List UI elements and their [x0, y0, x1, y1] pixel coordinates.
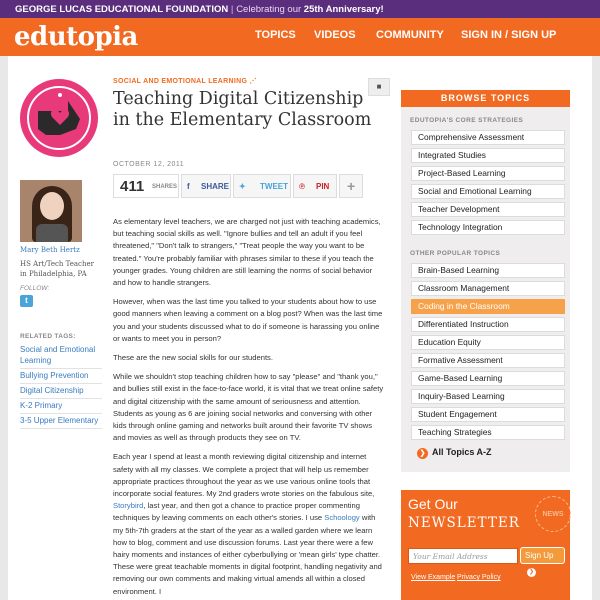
- news-stamp-icon: NEWS: [535, 496, 571, 532]
- foundation-bar: GEORGE LUCAS EDUCATIONAL FOUNDATION | Celebrating our 25th Anniversary!: [0, 0, 600, 18]
- browse-topics-panel: [401, 90, 570, 472]
- bookmark-icon[interactable]: ■: [368, 78, 390, 96]
- edutopia-logo[interactable]: edutopia: [14, 22, 138, 52]
- more-share-button[interactable]: +: [339, 174, 363, 198]
- facebook-share-button[interactable]: f SHARE: [181, 174, 231, 198]
- follow-label: FOLLOW:: [20, 285, 50, 292]
- tag-link[interactable]: Social and Emotional Learning: [20, 344, 102, 369]
- rss-icon[interactable]: ⋰: [249, 78, 257, 85]
- topic-link[interactable]: Teaching Strategies: [411, 425, 565, 440]
- foundation-name: GEORGE LUCAS EDUCATIONAL FOUNDATION: [15, 4, 229, 15]
- tweet-button[interactable]: ✦ TWEET: [233, 174, 291, 198]
- newsletter-get: Get Our: [408, 496, 458, 512]
- tag-link[interactable]: Digital Citizenship: [20, 385, 102, 399]
- arrow-right-icon: ❯: [417, 448, 428, 459]
- share-count: 411 SHARES: [113, 174, 179, 198]
- topic-link[interactable]: Education Equity: [411, 335, 565, 350]
- schoology-link[interactable]: Schoology: [324, 513, 360, 523]
- arrow-right-icon: ❯: [528, 569, 535, 575]
- paragraph: These are the new social skills for our students.: [113, 353, 273, 363]
- related-tags-heading: RELATED TAGS:: [20, 333, 76, 340]
- topic-link[interactable]: Teacher Development: [411, 202, 565, 217]
- topic-link[interactable]: Student Engagement: [411, 407, 565, 422]
- article-date: OCTOBER 12, 2011: [113, 161, 185, 168]
- article-title: Teaching Digital Citizenship in the Elementary Classroom: [113, 89, 372, 130]
- site-header: [0, 18, 600, 56]
- nav-videos[interactable]: VIDEOS: [314, 29, 356, 41]
- all-topics-link[interactable]: ❯ All Topics A-Z: [417, 447, 492, 459]
- paragraph: However, when was the last time you talked to your students about how to use good manners when leaving a comment on a blog post? When was the last time you and your students discussed what to do if someone is harassing you online or wants to meet you in person?: [113, 297, 383, 343]
- view-example-link[interactable]: View Example: [411, 574, 456, 581]
- tag-link[interactable]: Bullying Prevention: [20, 370, 102, 384]
- topic-link[interactable]: Social and Emotional Learning: [411, 184, 565, 199]
- storybird-link[interactable]: Storybird: [113, 501, 144, 511]
- core-strategies-heading: EDUTOPIA'S CORE STRATEGIES: [410, 117, 524, 124]
- nav-topics[interactable]: TOPICS: [255, 29, 296, 41]
- privacy-policy-link[interactable]: Privacy Policy: [457, 574, 501, 581]
- author-description: HS Art/Tech Teacher in Philadelphia, PA: [20, 260, 94, 278]
- author-name[interactable]: Mary Beth Hertz: [20, 246, 80, 254]
- topic-link[interactable]: Integrated Studies: [411, 148, 565, 163]
- author-avatar[interactable]: [20, 180, 82, 242]
- twitter-icon: ✦: [239, 182, 246, 191]
- paragraph: As elementary level teachers, we are charged not just with teaching academics, but teaching social skills as well. "Ignore bullies and tell an adult if you feel threatened," "Don't talk to strangers," "Treat people the way you want to be treated." You're probably familiar with phrases similar to these if you teach the younger grades. Young children are still learning the norms of social behavior and how to handle strangers.: [113, 217, 381, 288]
- twitter-follow-icon[interactable]: t: [20, 295, 33, 307]
- sign-up-button[interactable]: Sign Up ❯: [520, 547, 565, 564]
- sel-heart-hand-icon: [20, 79, 98, 157]
- pinterest-pin-button[interactable]: ℗ PIN: [293, 174, 337, 198]
- paragraph: Each year I spend at least a month reviewing digital citizenship and internet safety with all my classes. We complete a project that will help us remember appropriate practices throughout the year as we use various online tools that incorporate social features. My 2nd graders wrote stories on the fabulous site, Storybird, last year, and then got a chance to practice proper commenting techniques by leaving comments on each other's stories. I use Schoology with my 5th-7th graders at the start of the year as a walled garden where we learn how to blog, comment and use discussion forums. Last year there were a few hairy moments and instances of either cyberbullying or 'mean girls' type chatter. These were great teachable moments in digital footprint, handling negativity and removing our own comments and making virtual amends all within a closed environment. I: [113, 452, 382, 596]
- nav-sign-in[interactable]: SIGN IN / SIGN UP: [461, 29, 557, 41]
- article-category[interactable]: SOCIAL AND EMOTIONAL LEARNING ⋰: [113, 78, 257, 85]
- topic-link[interactable]: Brain-Based Learning: [411, 263, 565, 278]
- tag-link[interactable]: 3-5 Upper Elementary: [20, 415, 102, 429]
- paragraph: While we shouldn't stop teaching children how to say "please" and "thank you," and bullies still exist in the face-to-face world, it is vital that we treat online safety and digital citizenship with the same amount of seriousness and attention. Students as young as 6 are joining social networks and conversing with other kids through online gaming and networks built around their favorite TV shows and movies as well as through products they see on TV.: [113, 372, 384, 443]
- topic-link[interactable]: Comprehensive Assessment: [411, 130, 565, 145]
- article-body: [113, 216, 385, 600]
- topic-link[interactable]: Classroom Management: [411, 281, 565, 296]
- popular-topics-heading: OTHER POPULAR TOPICS: [410, 250, 501, 257]
- newsletter-title: NEWSLETTER: [408, 515, 520, 531]
- browse-topics-heading: BROWSE TOPICS: [401, 90, 570, 107]
- newsletter-signup-panel: [401, 490, 570, 600]
- topic-link[interactable]: Project-Based Learning: [411, 166, 565, 181]
- topic-link[interactable]: Technology Integration: [411, 220, 565, 235]
- topic-link[interactable]: Formative Assessment: [411, 353, 565, 368]
- anniversary-text: Celebrating our 25th Anniversary!: [236, 4, 384, 15]
- topic-link[interactable]: Inquiry-Based Learning: [411, 389, 565, 404]
- tag-link[interactable]: K-2 Primary: [20, 400, 102, 414]
- email-input[interactable]: Your Email Address: [408, 548, 518, 564]
- topic-link-active[interactable]: Coding in the Classroom: [411, 299, 565, 314]
- nav-community[interactable]: COMMUNITY: [376, 29, 444, 41]
- facebook-icon: f: [187, 182, 190, 191]
- pinterest-icon: ℗: [299, 182, 305, 191]
- topic-link[interactable]: Game-Based Learning: [411, 371, 565, 386]
- topic-link[interactable]: Differentiated Instruction: [411, 317, 565, 332]
